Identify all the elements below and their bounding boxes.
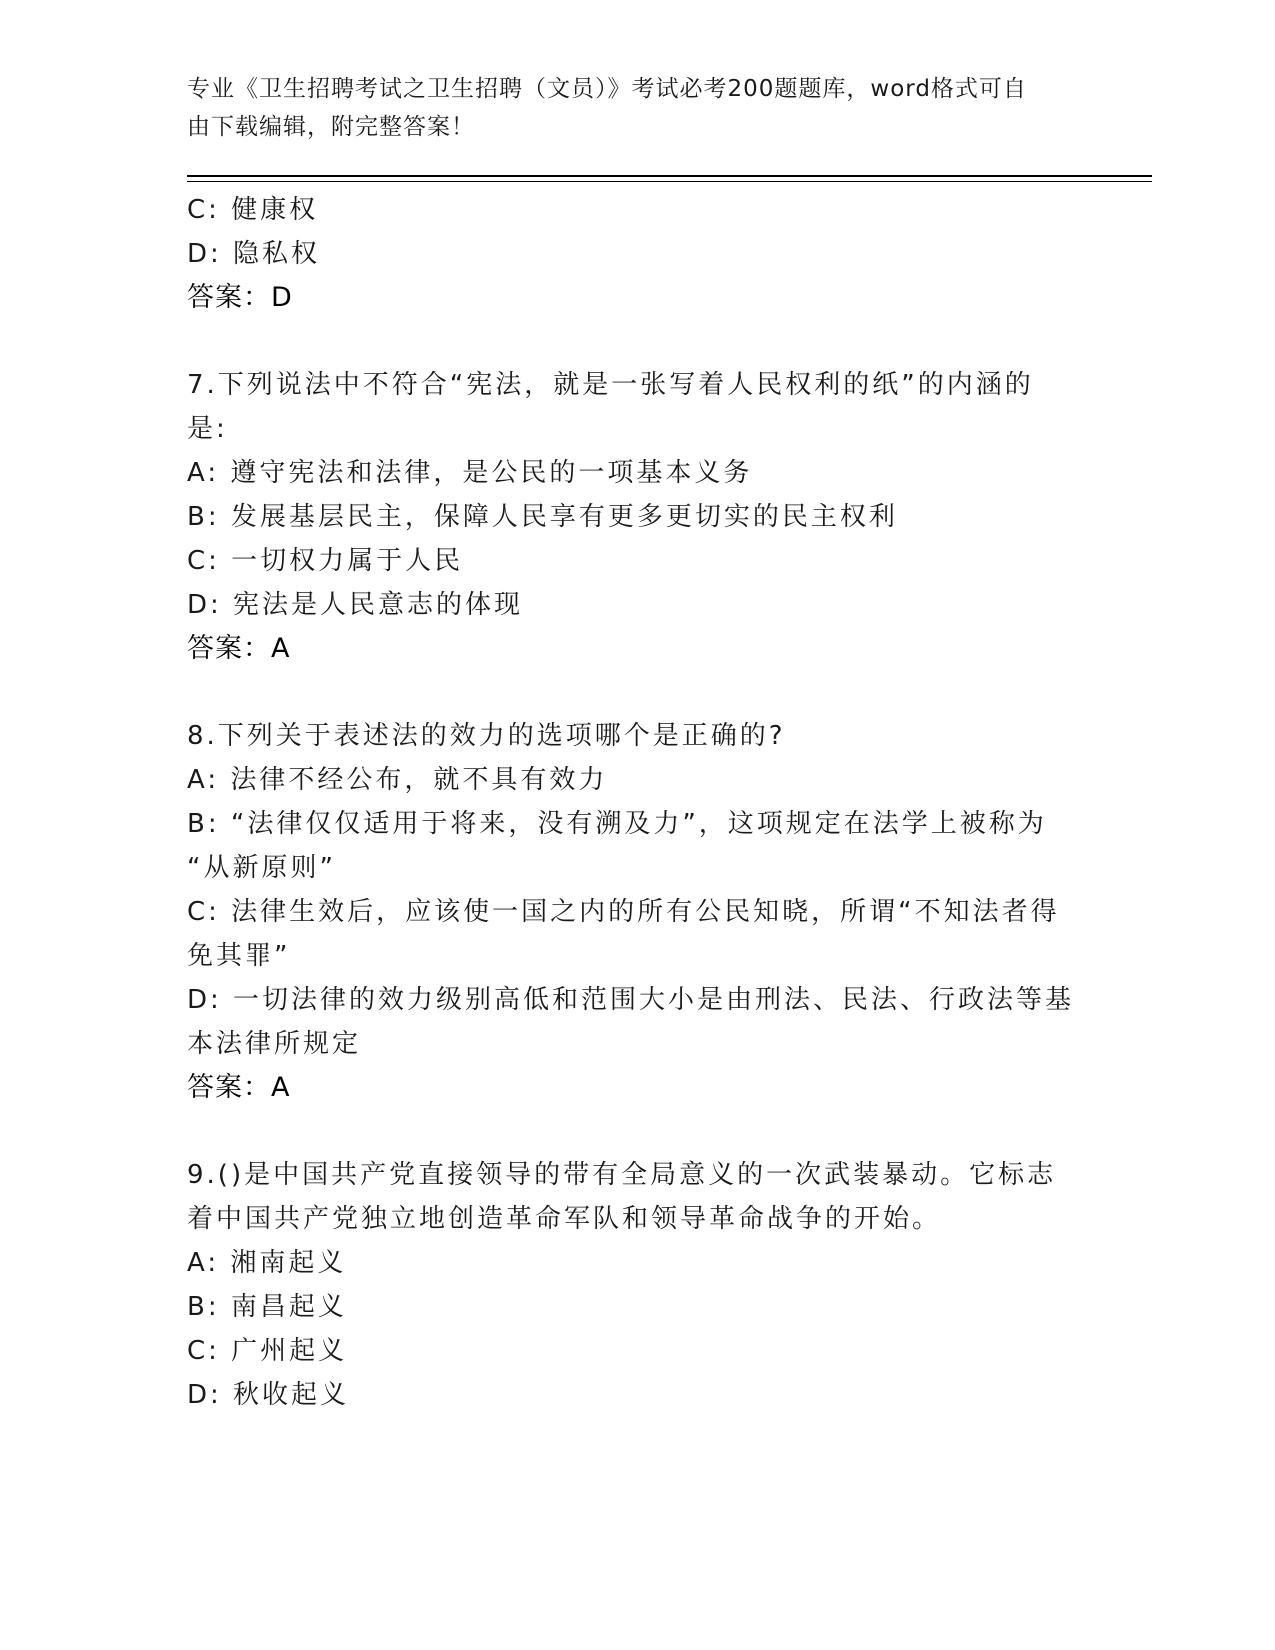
document-header	[187, 70, 1067, 146]
q7-stem-line-1: 7.下列说法中不符合“宪法，就是一张写着人民权利的纸”的内涵的	[187, 370, 1034, 400]
q6-answer: 答案：D	[187, 282, 293, 313]
header-line-2: 由下载编辑，附完整答案！	[187, 114, 475, 140]
q6-option-c: C: 健康权	[187, 195, 319, 225]
q9-option-b: B: 南昌起义	[187, 1292, 347, 1322]
header-rule-thin	[187, 181, 1152, 182]
q8-answer: 答案：A	[187, 1072, 291, 1103]
q8-option-b-line-1: B: “法律仅仅适用于将来，没有溯及力”，这项规定在法学上被称为	[187, 809, 1047, 839]
q8-option-d-line-1: D: 一切法律的效力级别高低和范围大小是由刑法、民法、行政法等基	[187, 985, 1075, 1015]
header-line-1: 专业《卫生招聘考试之卫生招聘（文员）》考试必考200题题库，word格式可自	[187, 76, 1027, 102]
q9-stem-line-1: 9.()是中国共产党直接领导的带有全局意义的一次武装暴动。它标志	[187, 1160, 1057, 1190]
q9-option-d: D: 秋收起义	[187, 1380, 350, 1410]
q7-option-d: D: 宪法是人民意志的体现	[187, 590, 524, 620]
q8-option-b-line-2: “从新原则”	[187, 853, 336, 883]
q7-answer: 答案：A	[187, 633, 291, 664]
q8-option-c-line-1: C: 法律生效后，应该使一国之内的所有公民知晓，所谓“不知法者得	[187, 897, 1060, 927]
header-rule-thick	[187, 175, 1152, 177]
q8-option-a: A: 法律不经公布，就不具有效力	[187, 765, 608, 795]
q8-option-d-line-2: 本法律所规定	[187, 1029, 362, 1059]
q7-option-b: B: 发展基层民主，保障人民享有更多更切实的民主权利	[187, 502, 898, 532]
q6-option-d: D: 隐私权	[187, 239, 321, 269]
q9-option-c: C: 广州起义	[187, 1336, 348, 1366]
q8-stem: 8.下列关于表述法的效力的选项哪个是正确的?	[187, 721, 786, 751]
q8-option-c-line-2: 免其罪”	[187, 941, 291, 971]
q7-option-a: A: 遵守宪法和法律，是公民的一项基本义务	[187, 458, 753, 488]
q7-stem-line-2: 是:	[187, 414, 228, 444]
q9-stem-line-2: 着中国共产党独立地创造革命军队和领导革命战争的开始。	[187, 1204, 942, 1234]
q9-option-a: A: 湘南起义	[187, 1248, 347, 1278]
q7-option-c: C: 一切权力属于人民	[187, 546, 464, 576]
